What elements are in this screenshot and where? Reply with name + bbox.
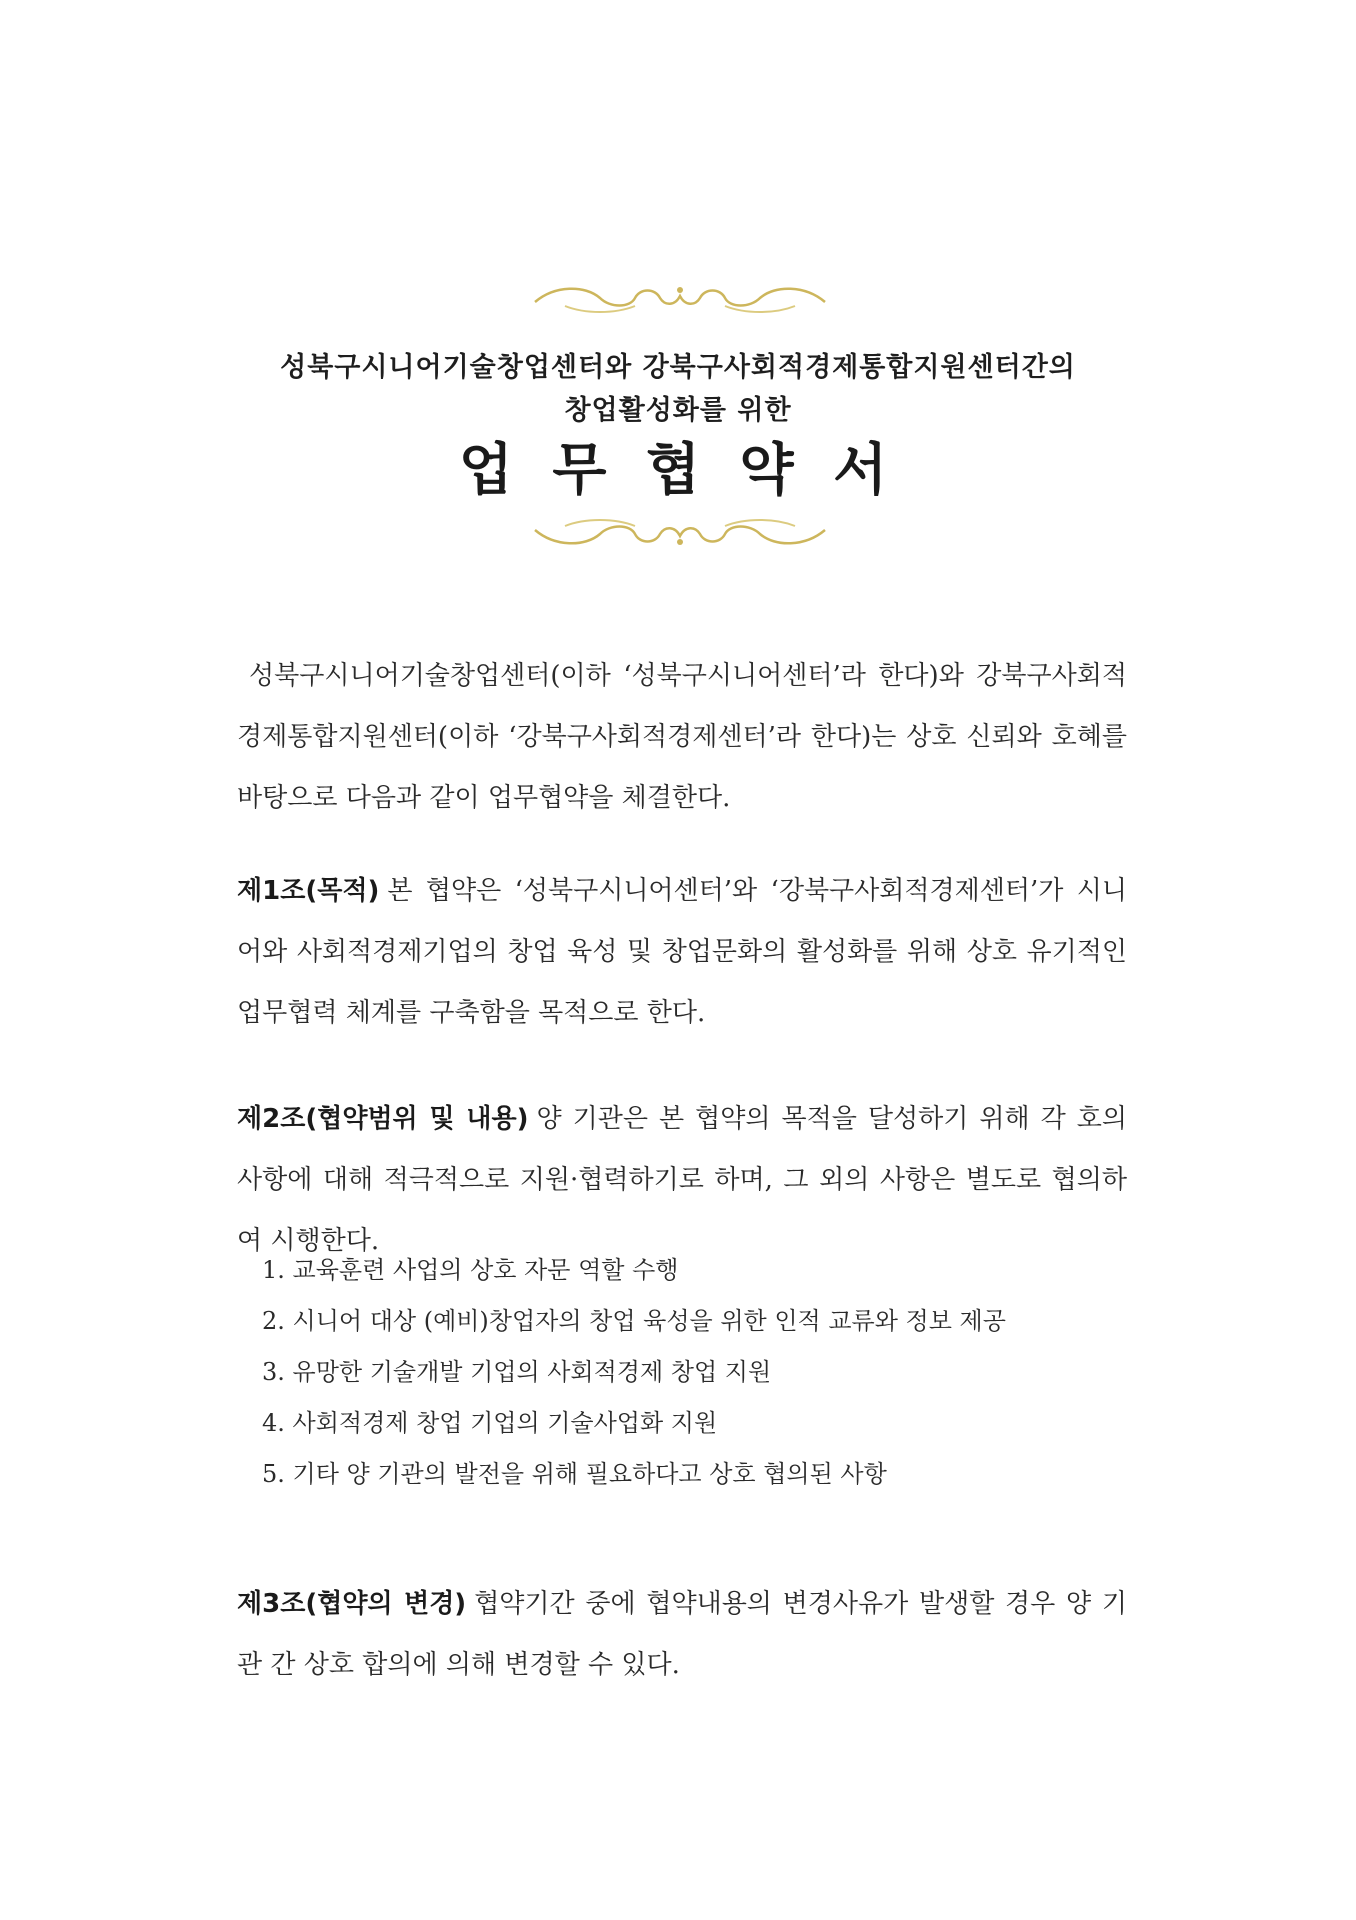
article-1-heading: 제1조(목적) xyxy=(237,876,380,906)
list-item: 4. 사회적경제 창업 기업의 기술사업화 지원 xyxy=(262,1409,718,1437)
header-line-1: 성북구시니어기술창업센터와 강북구사회적경제통합지원센터간의 xyxy=(280,352,1076,383)
article-1-text: 본 협약은 ‘성북구시니어센터’와 ‘강북구사회적경제센터’가 시니어와 사회적경제기업의 창업 육성 및 창업문화의 활성화를 위해 상호 유기적인 업무협력 체계를 구축함을 목적으로 한다. xyxy=(237,876,1127,1028)
article-2-item-list xyxy=(262,1245,1122,1500)
article-2-heading: 제2조(협약범위 및 내용) xyxy=(237,1104,529,1134)
list-item: 1. 교육훈련 사업의 상호 자문 역할 수행 xyxy=(262,1256,679,1284)
top-ornament-divider xyxy=(235,280,1125,320)
article-3-text: 협약기간 중에 협약내용의 변경사유가 발생할 경우 양 기관 간 상호 합의에 의해 변경할 수 있다. xyxy=(237,1589,1127,1680)
article-2-text: 양 기관은 본 협약의 목적을 달성하기 위해 각 호의 사항에 대해 적극적으로 지원·협력하기로 하며, 그 외의 사항은 별도로 협의하여 시행한다. xyxy=(237,1104,1127,1256)
article-3-heading: 제3조(협약의 변경) xyxy=(237,1589,467,1619)
list-item: 2. 시니어 대상 (예비)창업자의 창업 육성을 위한 인적 교류와 정보 제공 xyxy=(262,1307,1006,1335)
list-item: 3. 유망한 기술개발 기업의 사회적경제 창업 지원 xyxy=(262,1358,772,1386)
article-1 xyxy=(237,861,1127,1044)
document-title: 업 무 협 약 서 xyxy=(458,438,898,503)
intro-paragraph: 성북구시니어기술창업센터(이하 ‘성북구시니어센터’라 한다)와 강북구사회적경제통합지원센터(이하 ‘강북구사회적경제센터’라 한다)는 상호 신뢰와 호혜를 바탕으로 다음과 같이 업무협약을 체결한다. xyxy=(237,661,1127,813)
list-item: 5. 기타 양 기관의 발전을 위해 필요하다고 상호 협의된 사항 xyxy=(262,1460,887,1488)
header-line-2: 창업활성화를 위한 xyxy=(564,395,792,426)
bottom-ornament-divider xyxy=(235,512,1125,552)
article-3 xyxy=(237,1574,1127,1696)
